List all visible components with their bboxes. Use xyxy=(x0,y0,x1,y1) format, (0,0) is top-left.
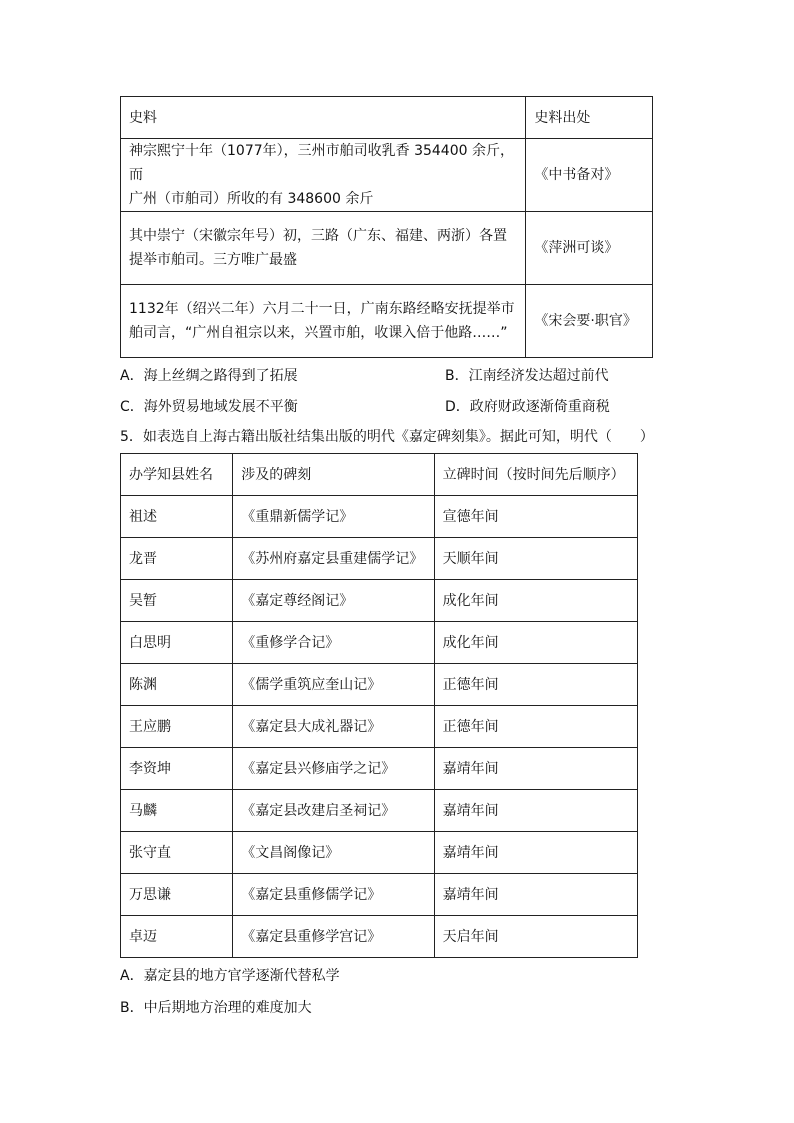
inscription-cell: 《嘉定县改建启圣祠记》 xyxy=(233,790,434,832)
inscription-cell: 《嘉定县重修学宫记》 xyxy=(233,916,434,958)
header-magistrate-name: 办学知县姓名 xyxy=(121,454,233,496)
erection-time-cell: 正德年间 xyxy=(434,664,637,706)
historical-sources-table xyxy=(120,96,653,358)
magistrate-name-cell: 吴暂 xyxy=(121,580,233,622)
table-header-row xyxy=(121,454,638,496)
erection-time-cell: 宣德年间 xyxy=(434,496,637,538)
inscription-cell: 《儒学重筑应奎山记》 xyxy=(233,664,434,706)
source-text-cell xyxy=(121,212,526,285)
magistrate-name-cell: 张守直 xyxy=(121,832,233,874)
header-inscription: 涉及的碑刻 xyxy=(233,454,434,496)
source-text-line: 提举市舶司。三方唯广最盛 xyxy=(129,252,297,268)
source-text-line: 广州（市舶司）所收的有 348600 余斤 xyxy=(129,191,374,207)
magistrate-name-cell: 万思谦 xyxy=(121,874,233,916)
erection-time-cell: 嘉靖年间 xyxy=(434,832,637,874)
inscription-cell: 《嘉定县大成礼器记》 xyxy=(233,706,434,748)
header-source-material: 史料 xyxy=(121,97,526,139)
table-row xyxy=(121,496,638,538)
q4-option-b: B．江南经济发达超过前代 xyxy=(445,368,609,384)
erection-time-cell: 嘉靖年间 xyxy=(434,874,637,916)
inscription-cell: 《嘉定尊经阁记》 xyxy=(233,580,434,622)
table-row xyxy=(121,790,638,832)
inscription-cell: 《苏州府嘉定县重建儒学记》 xyxy=(233,538,434,580)
q5-option-a: A．嘉定县的地方官学逐渐代替私学 xyxy=(120,968,340,984)
q4-option-a: A．海上丝绸之路得到了拓展 xyxy=(120,368,298,384)
inscription-cell: 《嘉定县重修儒学记》 xyxy=(233,874,434,916)
table-row xyxy=(121,748,638,790)
table-row xyxy=(121,916,638,958)
source-origin-cell: 《萍洲可谈》 xyxy=(526,212,653,285)
magistrate-name-cell: 祖述 xyxy=(121,496,233,538)
erection-time-cell: 成化年间 xyxy=(434,622,637,664)
table-row xyxy=(121,664,638,706)
source-origin-cell: 《宋会要·职官》 xyxy=(526,285,653,358)
table-row xyxy=(121,285,653,358)
inscription-cell: 《重鼎新儒学记》 xyxy=(233,496,434,538)
jiading-inscriptions-table xyxy=(120,453,638,958)
table-row xyxy=(121,706,638,748)
table-row xyxy=(121,212,653,285)
magistrate-name-cell: 卓迈 xyxy=(121,916,233,958)
table-row xyxy=(121,622,638,664)
q4-option-c: C．海外贸易地域发展不平衡 xyxy=(120,399,298,415)
magistrate-name-cell: 白思明 xyxy=(121,622,233,664)
source-text-cell xyxy=(121,139,526,212)
source-text-line: 神宗熙宁十年（1077年），三州市舶司收乳香 354400 余斤，而 xyxy=(129,143,514,183)
table-row xyxy=(121,139,653,212)
erection-time-cell: 天启年间 xyxy=(434,916,637,958)
table-row xyxy=(121,538,638,580)
header-erection-time: 立碑时间（按时间先后顺序） xyxy=(434,454,637,496)
table-row xyxy=(121,874,638,916)
erection-time-cell: 正德年间 xyxy=(434,706,637,748)
source-text-line: 舶司言，“广州自祖宗以来，兴置市舶，收课入倍于他路……” xyxy=(129,325,508,341)
header-source-origin: 史料出处 xyxy=(526,97,653,139)
q5-option-b: B．中后期地方治理的难度加大 xyxy=(120,1000,312,1016)
magistrate-name-cell: 龙晋 xyxy=(121,538,233,580)
table-row xyxy=(121,580,638,622)
magistrate-name-cell: 陈渊 xyxy=(121,664,233,706)
magistrate-name-cell: 王应鹏 xyxy=(121,706,233,748)
inscription-cell: 《嘉定县兴修庙学之记》 xyxy=(233,748,434,790)
erection-time-cell: 天顺年间 xyxy=(434,538,637,580)
table-row xyxy=(121,832,638,874)
inscription-cell: 《文昌阁像记》 xyxy=(233,832,434,874)
erection-time-cell: 成化年间 xyxy=(434,580,637,622)
table-header-row xyxy=(121,97,653,139)
erection-time-cell: 嘉靖年间 xyxy=(434,748,637,790)
q4-option-d: D．政府财政逐渐倚重商税 xyxy=(445,399,610,415)
source-text-line: 其中崇宁（宋徽宗年号）初，三路（广东、福建、两浙）各置 xyxy=(129,228,507,244)
magistrate-name-cell: 李资坤 xyxy=(121,748,233,790)
source-text-line: 1132年（绍兴二年）六月二十一日，广南东路经略安抚提举市 xyxy=(129,301,515,317)
magistrate-name-cell: 马麟 xyxy=(121,790,233,832)
source-origin-cell: 《中书备对》 xyxy=(526,139,653,212)
inscription-cell: 《重修学合记》 xyxy=(233,622,434,664)
q5-stem: 5．如表选自上海古籍出版社结集出版的明代《嘉定碑刻集》。据此可知，明代（ ） xyxy=(120,429,654,445)
source-text-cell xyxy=(121,285,526,358)
erection-time-cell: 嘉靖年间 xyxy=(434,790,637,832)
